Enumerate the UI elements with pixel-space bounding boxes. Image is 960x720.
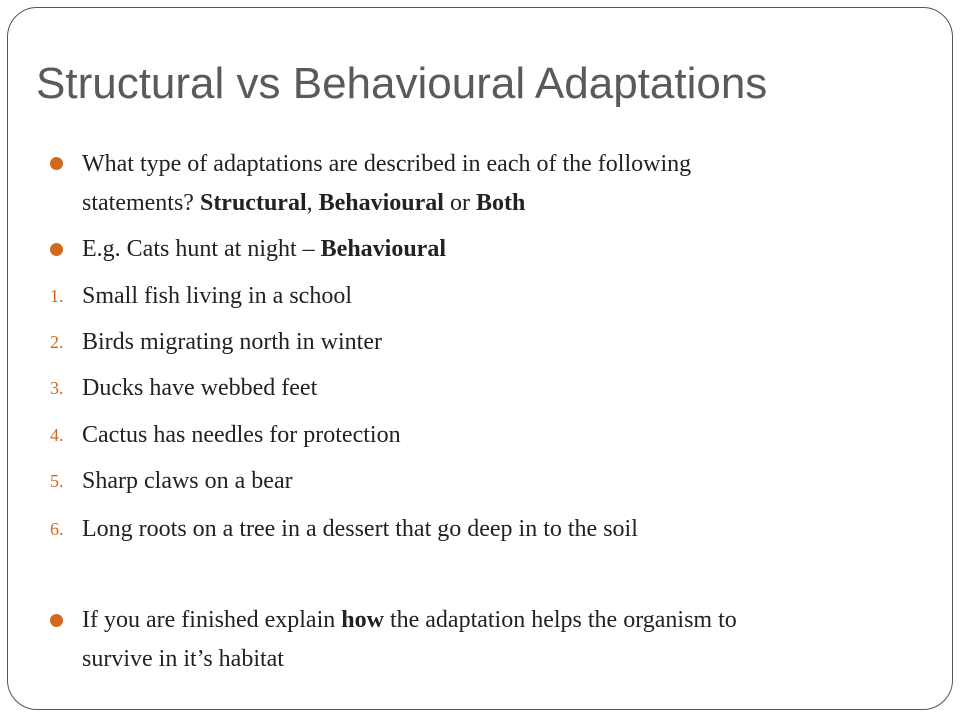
item-text: Ducks have webbed feet — [82, 375, 318, 401]
list-item — [82, 465, 293, 497]
intro-line-1 — [82, 148, 691, 180]
list-item — [82, 372, 317, 404]
example-answer: Behavioural — [320, 236, 446, 262]
extension-keyword: how — [341, 607, 384, 633]
example-text: E.g. Cats hunt at night – — [82, 236, 321, 262]
extension-suffix: the adaptation helps the organism to — [383, 607, 737, 633]
item-text: Long roots on a tree in a dessert that go deep in to the soil — [82, 516, 638, 542]
option-both: Both — [475, 190, 526, 216]
option-structural: Structural — [199, 190, 307, 216]
item-text: Sharp claws on a bear — [82, 468, 293, 494]
list-item — [82, 419, 401, 451]
intro-line-2 — [82, 187, 525, 219]
item-number: 5. — [50, 471, 64, 491]
option-separator: , — [306, 190, 319, 216]
extension-text: survive in it’s habitat — [82, 646, 284, 672]
item-number: 4. — [50, 425, 64, 445]
list-item — [82, 280, 352, 312]
slide-title: Structural vs Behavioural Adaptations — [36, 59, 768, 108]
item-number: 6. — [50, 519, 64, 539]
list-item — [82, 326, 382, 358]
intro-prefix: statements? — [82, 190, 200, 216]
item-number: 1. — [50, 286, 64, 306]
bullet-icon — [50, 614, 63, 627]
item-number: 3. — [50, 378, 64, 398]
extension-line-1 — [82, 604, 737, 636]
extension-prefix: If you are finished explain — [82, 607, 342, 633]
item-text: Birds migrating north in winter — [82, 329, 382, 355]
item-number: 2. — [50, 332, 64, 352]
extension-line-2 — [82, 643, 284, 675]
list-item — [82, 513, 638, 545]
item-text: Small fish living in a school — [82, 283, 352, 309]
bullet-icon — [50, 243, 63, 256]
option-separator: or — [443, 190, 476, 216]
item-text: Cactus has needles for protection — [82, 422, 401, 448]
intro-text: What type of adaptations are described in each of the following — [82, 151, 692, 177]
option-behavioural: Behavioural — [318, 190, 444, 216]
example-line — [82, 233, 446, 265]
bullet-icon — [50, 157, 63, 170]
